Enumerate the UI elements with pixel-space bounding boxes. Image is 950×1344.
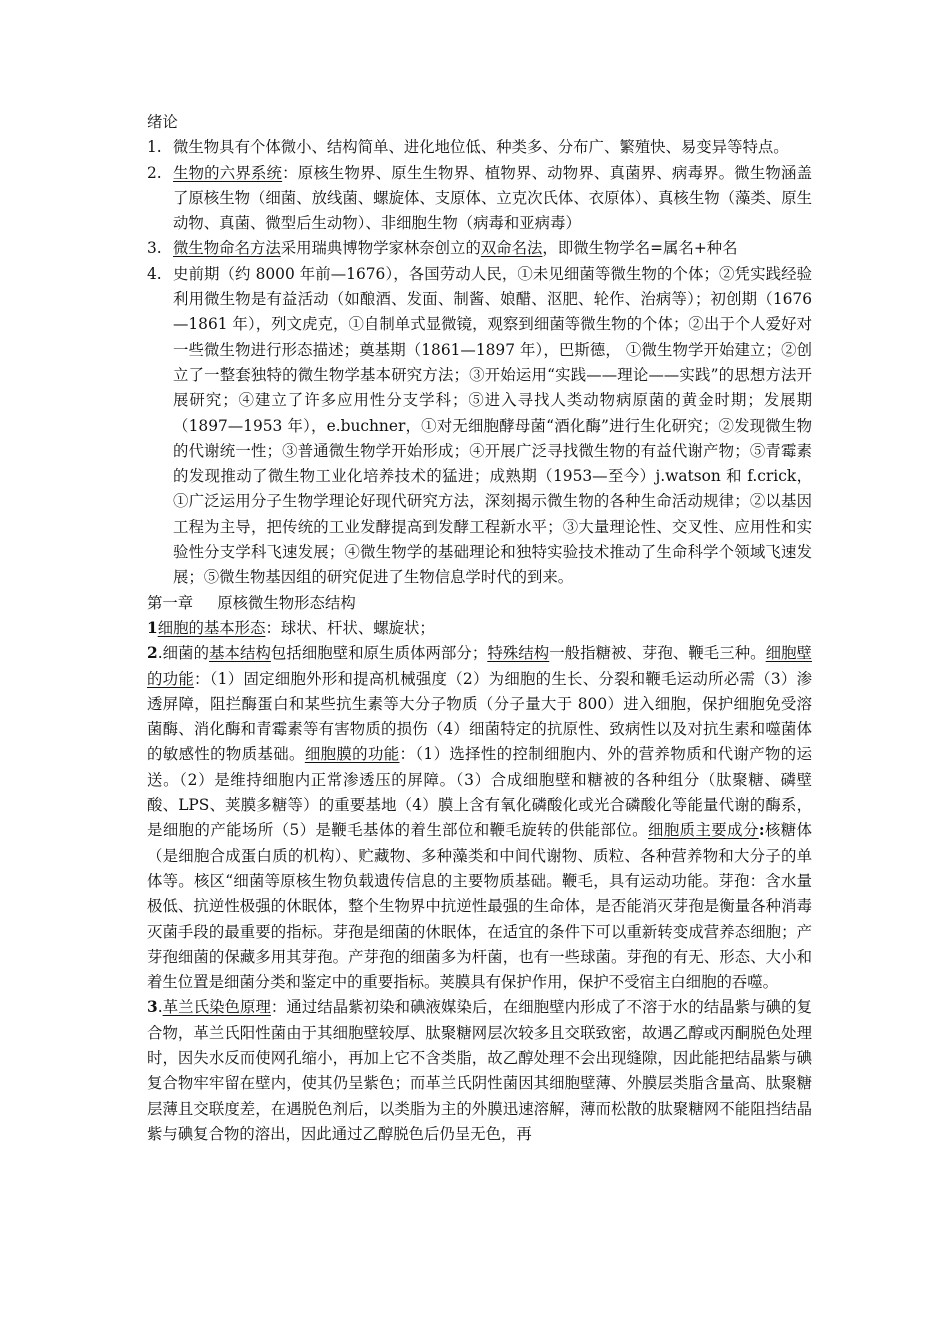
- intro-item-4: [147, 262, 812, 591]
- chapter-label: 第一章: [147, 593, 194, 612]
- underlined-term: 生物的六界系统: [173, 163, 283, 182]
- intro-item-2: [147, 161, 812, 237]
- item-text: 史前期（约 8000 年前—1676），各国劳动人民，①未见细菌等微生物的个体；②凭实践经验利用微生物是有益活动（如酿酒、发面、制酱、娘醋、沤肥、轮作、治病等）；初创期（1676—1861 年），列文虎克，①自制单式显微镜，观察到细菌等微生物的个体；②出于个人爱好对一些微生物进行形态描述；奠基期（1861—1897 年），巴斯德， ①微生物学开始建立；②创立了一整套独特的微生物学基本研究方法；③开始运用“实践——理论——实践”的思想方法开展研究；④建立了许多应用性分支学科；⑤进入寻找人类动物病原菌的黄金时期；发展期（1897—1953 年），e.buchner，①对无细胞酵母菌“酒化酶”进行生化研究；②发现微生物的代谢统一性；③普通微生物学开始形成；④开展广泛寻找微生物的有益代谢产物；⑤青霉素的发现推动了微生物工业化培养技术的猛进；成熟期（1953—至今）j.watson 和 f.crick，①广泛运用分子生物学理论好现代研究方法，深刻揭示微生物的各种生命活动规律；②以基因工程为主导，把传统的工业发酵提高到发酵工程新水平；③大量理论性、交叉性、应用性和实验性分支学科飞速发展；④微生物学的基础理论和独特实验技术推动了生命科学个领域飞速发展；⑤微生物基因组的研究促进了生物信息学时代的到来。: [173, 264, 812, 587]
- document-page: [147, 110, 812, 1147]
- underlined-term: 特殊结构: [487, 644, 550, 663]
- section-number: 2: [147, 644, 158, 663]
- underlined-term: 基本结构: [209, 644, 271, 663]
- chapter-title: 原核微生物形态结构: [217, 593, 356, 612]
- underlined-term: 细胞壁的功能: [147, 644, 812, 688]
- section-text: ：（1）固定细胞外形和提高机械强度（2）为细胞的生长、分裂和鞭毛运动所必需（3）渗透屏障，阻拦酶蛋白和某些抗生素等大分子物质（分子量大于 800）进入细胞，保护细胞免受溶菌酶、消化酶和青霉素等有害物质的损伤（4）细菌特定的抗原性、致病性以及对抗生素和噬菌体的敏感性的物质基础。: [147, 669, 812, 764]
- section-text: ：（1）选择性的控制细胞内、外的营养物质和代谢产物的运送。（2）是维持细胞内正常渗透压的屏障。（3）合成细胞壁和糖被的各种组分（肽聚糖、磷壁酸、LPS、荚膜多糖等）的重要基地（4）膜上含有氧化磷酸化或光合磷酸化等能量代谢的酶系，是细胞的产能场所（5）是鞭毛基体的着生部位和鞭毛旋转的供能部位。: [147, 745, 812, 840]
- chapter-heading: [147, 591, 812, 616]
- item-number: 1.: [147, 138, 162, 157]
- section-3: [147, 995, 812, 1147]
- intro-item-1: [147, 135, 812, 160]
- intro-item-3: [147, 236, 812, 261]
- section-text: 包括细胞壁和原生质体两部分；: [270, 644, 488, 663]
- section-text: ：球状、杆状、螺旋状；: [265, 618, 435, 637]
- section-text: ：通过结晶紫初染和碘液媒染后，在细胞壁内形成了不溶于水的结晶紫与碘的复合物，革兰氏阳性菌由于其细胞壁较厚、肽聚糖网层次较多且交联致密，故遇乙醇或丙酮脱色处理时，因失水反而使网孔缩小，再加上它不含类脂，故乙醇处理不会出现缝隙，因此能把结晶紫与碘复合物牢牢留在壁内，使其仍呈紫色；而革兰氏阴性菌因其细胞壁薄、外膜层类脂含量高、肽聚糖层薄且交联度差，在遇脱色剂后，以类脂为主的外膜迅速溶解，薄而松散的肽聚糖网不能阻挡结晶紫与碘复合物的溶出，因此通过乙醇脱色后仍呈无色，再: [147, 998, 812, 1143]
- section-1: [147, 616, 812, 641]
- section-text: .细菌的: [157, 644, 210, 663]
- section-text: 一般指糖被、芽孢、鞭毛三种。: [549, 644, 766, 663]
- section-text: .: [157, 998, 163, 1017]
- underlined-term: 细胞的基本形态: [157, 618, 266, 637]
- section-number: 3: [147, 998, 158, 1017]
- section-2: [147, 641, 812, 995]
- intro-heading: 绪论: [147, 113, 178, 131]
- item-number: 2.: [147, 163, 162, 182]
- item-number: 4.: [147, 264, 162, 283]
- section-text: 核糖体（是细胞合成蛋白质的机构）、贮藏物、多种藻类和中间代谢物、质粒、各种营养物和大分子的单体等。核区“细菌等原核生物负载遗传信息的主要物质基础。鞭毛，具有运动功能。芽孢：含水量极低、抗逆性极强的休眠体，整个生物界中抗逆性最强的生命体，是否能消灭芽孢是衡量各种消毒灭菌手段的最重要的指标。芽孢是细菌的休眠体，在适宜的条件下可以重新转变成营养态细胞；产芽孢细菌的保藏多用其芽孢。产芽孢的细菌多为杆菌，也有一些球菌。芽孢的有无、形态、大小和着生位置是细菌分类和鉴定中的重要指标。荚膜具有保护作用，保护不受宿主白细胞的吞噬。: [147, 821, 812, 992]
- item-text: ，即微生物学名=属名+种名: [542, 239, 738, 258]
- underlined-term: 细胞膜的功能: [304, 745, 400, 764]
- underlined-term: 微生物命名方法: [173, 239, 281, 258]
- item-text: 微生物具有个体微小、结构简单、进化地位低、种类多、分布广、繁殖快、易变异等特点。: [173, 138, 789, 157]
- item-text: 采用瑞典博物学家林奈创立的: [280, 239, 481, 258]
- bold-colon: :: [758, 821, 765, 840]
- item-number: 3.: [147, 239, 162, 258]
- section-number: 1: [147, 618, 158, 637]
- underlined-term: 革兰氏染色原理: [162, 998, 271, 1017]
- underlined-term: 细胞质主要成分: [647, 821, 759, 840]
- underlined-term: 双命名法: [480, 239, 543, 258]
- item-text: ：原核生物界、原生生物界、植物界、动物界、真菌界、病毒界。微生物涵盖了原核生物（细菌、放线菌、螺旋体、支原体、立克次氏体、衣原体）、真核生物（藻类、原生动物、真菌、微型后生动物）、非细胞生物（病毒和亚病毒）: [173, 163, 812, 233]
